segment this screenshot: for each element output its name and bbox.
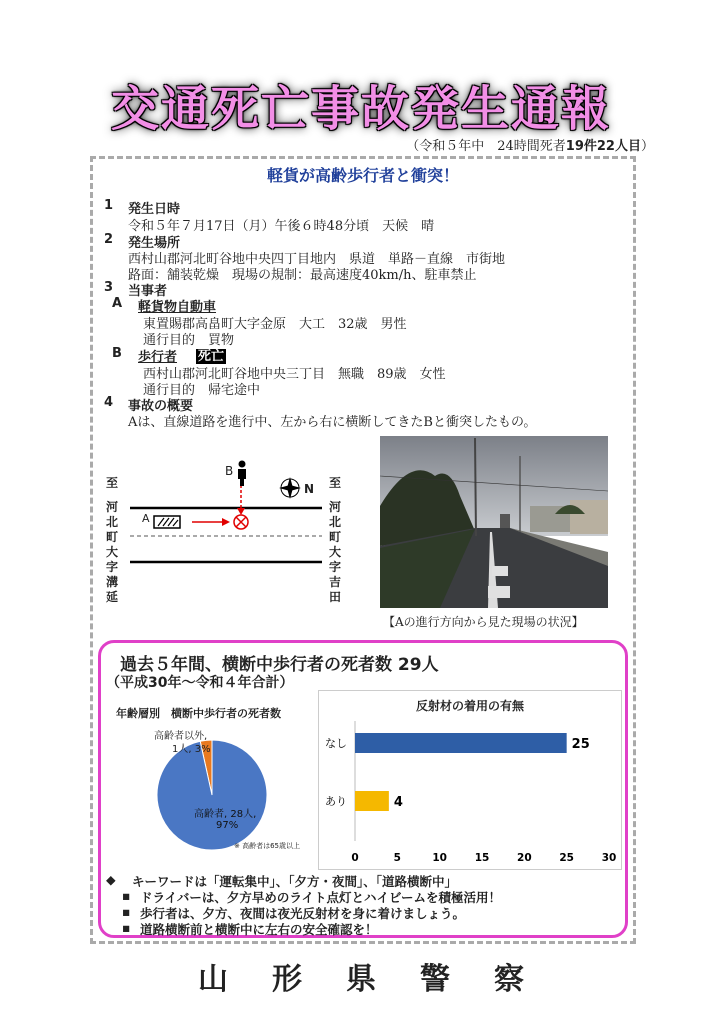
pie-note: ※ 高齢者は65歳以上	[234, 842, 300, 850]
issuer-char: 警	[420, 962, 450, 997]
section-1-text: 令和５年７月17日（月）午後６時48分頃 天候 晴	[128, 219, 435, 234]
section-4-title: 事故の概要	[128, 399, 194, 414]
pedestrian-icon	[238, 469, 246, 486]
pie-pct-other: 1人, 3%	[172, 744, 211, 755]
left-place-char: 溝	[105, 575, 118, 589]
right-place-char: 河	[328, 500, 341, 514]
right-place-char: 吉	[328, 575, 341, 589]
party-a-title: 軽貨物自動車	[138, 300, 217, 315]
bar-value-label: 4	[393, 795, 403, 810]
x-tick-label: 10	[432, 852, 447, 864]
north-label: N	[304, 482, 315, 496]
section-1-title: 発生日時	[128, 202, 181, 217]
x-tick-label: 0	[351, 852, 359, 864]
crossing-bullet: ▪	[122, 920, 131, 935]
pie-label-elderly: 高齢者, 28人,	[194, 809, 257, 820]
right-place-char: 字	[328, 560, 341, 574]
headline: 軽貨が高齢歩行者と衝突！	[266, 166, 459, 185]
photo-caption: 【Aの進行方向から見た現場の状況】	[383, 615, 584, 629]
collision-cross	[236, 517, 246, 527]
bar-chart-svg	[319, 691, 621, 869]
party-b-label: B	[112, 346, 122, 361]
subtitle-prefix: （令和５年中 24時間死者	[406, 139, 566, 154]
keyword-bullet: ◆	[106, 872, 116, 887]
section-4-number: 4	[104, 395, 114, 410]
vehicle-a-label: A	[142, 512, 150, 525]
bar-chart-title: 反射材の着用の有無	[415, 699, 524, 713]
pedestrian-bullet: ▪	[122, 904, 131, 919]
section-2-number: 2	[104, 232, 114, 247]
death-badge	[196, 345, 226, 364]
right-place-char: 大	[328, 545, 341, 559]
left-place-char: 町	[105, 530, 118, 544]
page-title: 交通死亡事故発生通報	[110, 81, 611, 137]
fatality-count: 19件22人目	[565, 139, 641, 154]
party-a-text-1: 東置賜郡高畠町大字金原 大工 32歳 男性	[143, 317, 407, 332]
death-badge-text: 死亡	[198, 349, 225, 364]
section-2-text-1: 西村山郡河北町谷地中央四丁目地内 県道 単路－直線 市街地	[128, 252, 506, 267]
issuer-char: 県	[346, 962, 376, 997]
statistics-period: （平成30年～令和４年合計）	[106, 675, 294, 691]
bar-with-reflector	[355, 791, 389, 811]
bar-category-label: あり	[325, 795, 347, 808]
right-destination	[328, 500, 342, 605]
section-3-title: 当事者	[128, 284, 168, 299]
left-place-char: 大	[105, 545, 118, 559]
pie-label-other: 高齢者以外,	[154, 731, 208, 742]
arrow-head	[222, 518, 230, 526]
scene-photo	[380, 436, 608, 608]
section-3-number: 3	[104, 280, 114, 295]
pie-pct-elderly: 97%	[216, 820, 239, 831]
x-tick-label: 20	[517, 852, 532, 864]
party-b-text-2: 通行目的 帰宅途中	[143, 383, 261, 398]
left-place-char: 延	[105, 590, 118, 604]
x-tick-label: 15	[474, 852, 490, 864]
issuer-char: 山	[198, 962, 228, 997]
left-destination	[105, 500, 119, 605]
pie-chart-svg	[108, 700, 313, 860]
party-a-text-2: 通行目的 買物	[143, 333, 235, 348]
keyword-line: キーワードは「運転集中」、「夕方・夜間」、「道路横断中」	[132, 874, 458, 889]
pedestrian-arrow-head	[237, 508, 245, 515]
statistics-title: 過去５年間、横断中歩行者の死者数 29人	[120, 655, 439, 675]
pie-slice-elderly	[157, 740, 267, 850]
right-place-char: 町	[328, 530, 341, 544]
section-4-text: Aは、直線道路を進行中、左から右に横断してきたBと衝突したもの。	[128, 415, 537, 430]
issuer-char: 察	[494, 962, 524, 997]
reflector-bar-chart	[318, 690, 622, 870]
section-1-number: 1	[104, 198, 114, 213]
pedestrian-advice: 歩行者は、夕方、夜間は夜光反射材を身に着けましょう。	[140, 906, 466, 921]
right-place-char: 田	[328, 590, 341, 604]
party-b-text-1: 西村山郡河北町谷地中央三丁目 無職 89歳 女性	[143, 367, 446, 382]
party-b-title: 歩行者	[138, 350, 178, 365]
section-2-title: 発生場所	[128, 236, 181, 251]
pedestrian-b-label: B	[225, 464, 234, 478]
scene-photo-image	[380, 436, 608, 608]
fatality-count-note	[406, 135, 654, 154]
left-place-char: 字	[105, 560, 118, 574]
right-place-char: 北	[328, 515, 341, 529]
left-place-char: 北	[105, 515, 118, 529]
issuer	[0, 954, 722, 998]
accident-diagram	[100, 450, 370, 610]
right-direction-label: 至	[328, 476, 341, 490]
x-tick-label: 30	[601, 852, 617, 864]
subtitle-suffix: ）	[640, 139, 654, 154]
pie-chart-title: 年齢層別 横断中歩行者の死者数	[116, 707, 281, 720]
driver-bullet: ▪	[122, 888, 131, 903]
bar-without-reflector	[355, 733, 567, 753]
pedestrian-head	[239, 461, 246, 468]
x-tick-label: 25	[559, 852, 574, 864]
party-a-label: A	[112, 296, 123, 311]
section-2-text-2: 路面：舗装乾燥 現場の規制：最高速度40km/h、駐車禁止	[128, 268, 477, 283]
left-place-char: 河	[105, 500, 118, 514]
bar-value-label: 25	[571, 737, 590, 752]
compass-icon	[279, 477, 301, 499]
driver-advice: ドライバーは、夕方早めのライト点灯とハイビームを積極活用！	[140, 890, 502, 905]
crossing-advice: 道路横断前と横断中に左右の安全確認を！	[140, 922, 378, 937]
x-tick-label: 5	[393, 852, 401, 864]
left-direction-label: 至	[105, 476, 118, 490]
bar-category-label: なし	[325, 737, 347, 750]
issuer-char: 形	[272, 962, 302, 997]
age-pie-chart	[108, 700, 313, 860]
